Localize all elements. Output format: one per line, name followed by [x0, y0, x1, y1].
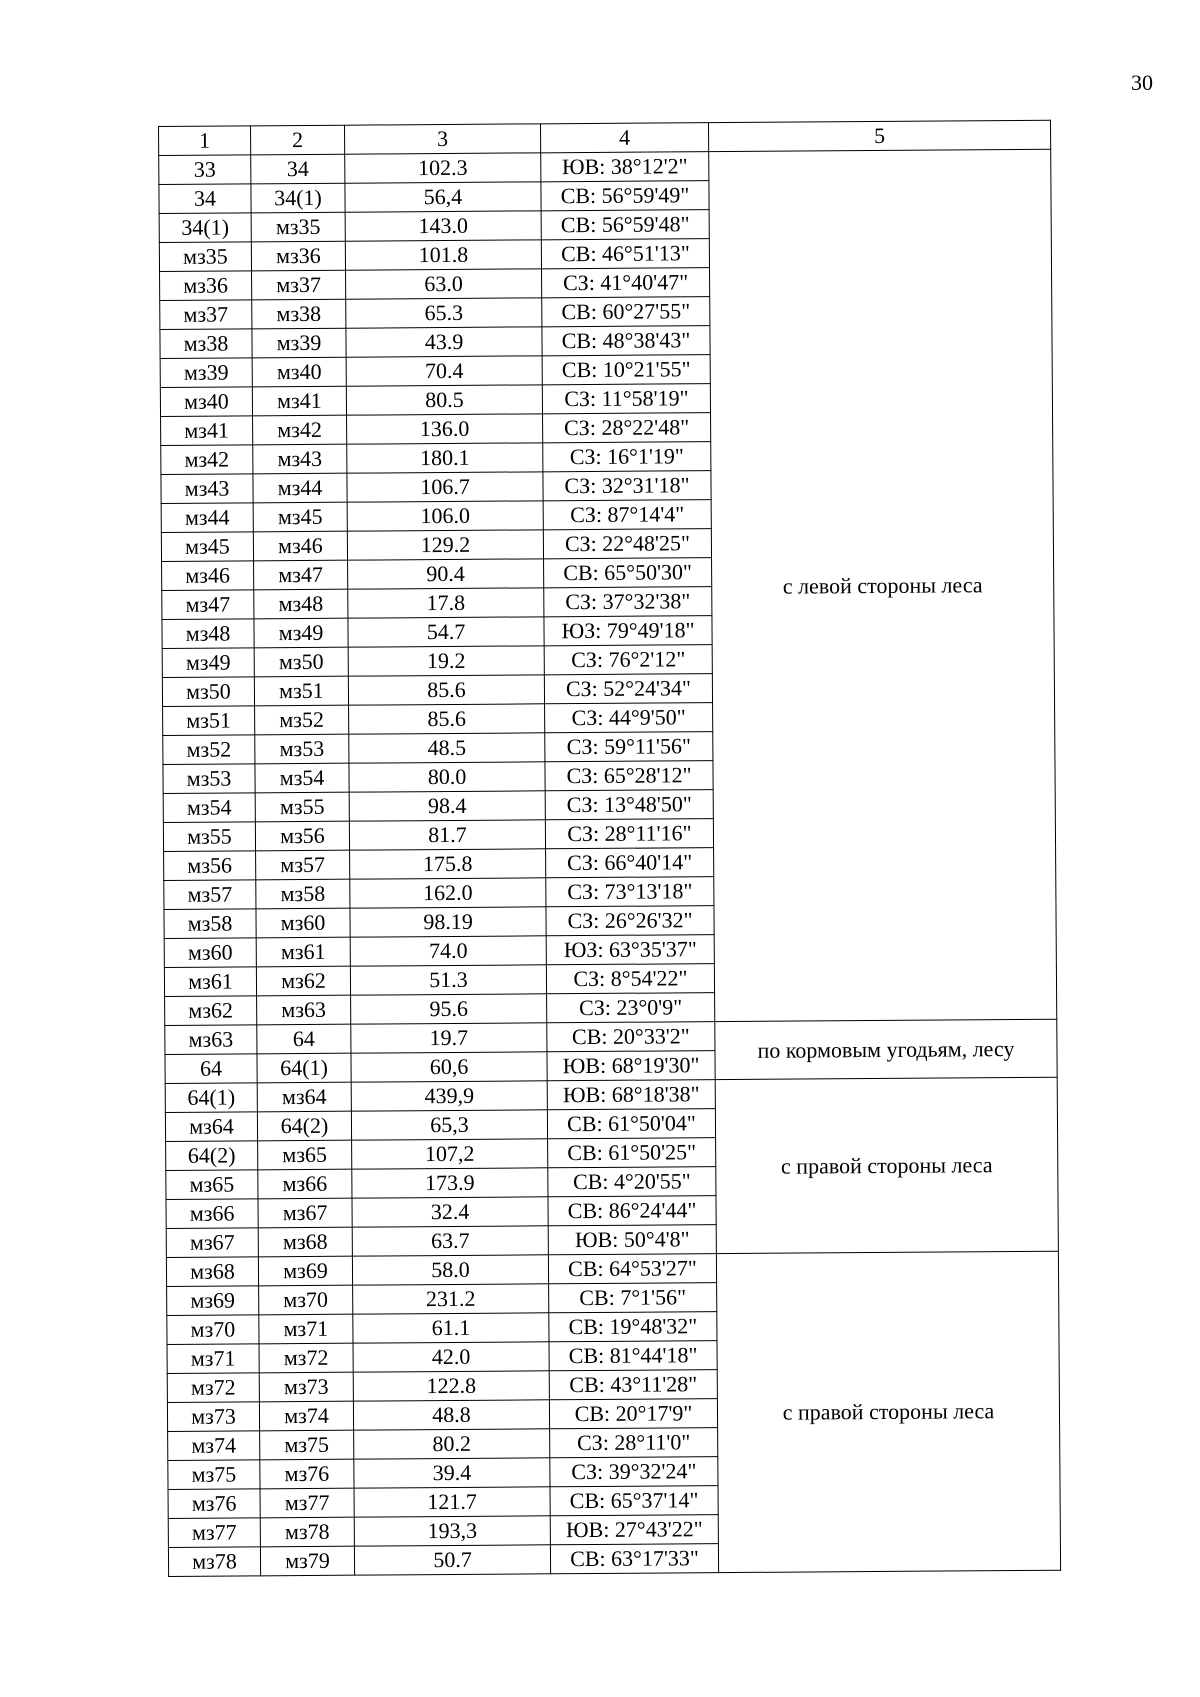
to-point-cell: мз65 — [258, 1140, 352, 1170]
from-point-cell: мз74 — [168, 1431, 260, 1461]
from-point-cell: мз49 — [162, 648, 254, 678]
length-cell: 65.3 — [346, 298, 542, 328]
to-point-cell: мз75 — [260, 1430, 354, 1460]
to-point-cell: мз79 — [260, 1546, 354, 1576]
length-cell: 98.19 — [350, 907, 546, 937]
to-point-cell: мз69 — [258, 1256, 352, 1286]
to-point-cell: мз58 — [256, 879, 350, 909]
from-point-cell: мз65 — [166, 1170, 258, 1200]
from-point-cell: мз77 — [168, 1518, 260, 1548]
bearing-cell: СЗ: 52°24'34" — [544, 674, 712, 704]
to-point-cell: мз62 — [256, 966, 350, 996]
length-cell: 81.7 — [349, 820, 545, 850]
to-point-cell: мз50 — [254, 647, 348, 677]
bearing-cell: СЗ: 65°28'12" — [545, 761, 713, 791]
boundary-table — [158, 120, 1061, 1577]
to-point-cell: мз63 — [257, 995, 351, 1025]
length-cell: 58.0 — [352, 1255, 548, 1285]
from-point-cell: мз66 — [166, 1199, 258, 1229]
to-point-cell: мз76 — [260, 1459, 354, 1489]
length-cell: 39.4 — [354, 1458, 550, 1488]
bearing-cell: ЮЗ: 79°49'18" — [544, 616, 712, 646]
bearing-cell: СВ: 65°37'14" — [550, 1486, 718, 1516]
from-point-cell: мз35 — [159, 242, 251, 272]
to-point-cell: мз35 — [251, 212, 345, 242]
from-point-cell: мз36 — [160, 271, 252, 301]
length-cell: 85.6 — [349, 704, 545, 734]
to-point-cell: мз47 — [254, 560, 348, 590]
from-point-cell: мз50 — [162, 677, 254, 707]
length-cell: 129.2 — [347, 530, 543, 560]
to-point-cell: мз54 — [255, 763, 349, 793]
length-cell: 439,9 — [351, 1081, 547, 1111]
from-point-cell: мз72 — [167, 1373, 259, 1403]
page-number: 30 — [1131, 70, 1153, 95]
from-point-cell: мз69 — [167, 1286, 259, 1316]
from-point-cell: 33 — [159, 155, 251, 185]
header-cell: 3 — [344, 124, 540, 154]
to-point-cell: мз57 — [256, 850, 350, 880]
bearing-cell: СВ: 19°48'32" — [549, 1312, 717, 1342]
from-point-cell: мз47 — [162, 590, 254, 620]
from-point-cell: мз63 — [165, 1025, 257, 1055]
length-cell: 90.4 — [348, 559, 544, 589]
bearing-cell: СЗ: 28°11'16" — [545, 819, 713, 849]
to-point-cell: мз68 — [258, 1227, 352, 1257]
length-cell: 121.7 — [354, 1487, 550, 1517]
bearing-cell: СЗ: 22°48'25" — [543, 529, 711, 559]
from-point-cell: мз46 — [162, 561, 254, 591]
length-cell: 80.0 — [349, 762, 545, 792]
from-point-cell: мз60 — [164, 938, 256, 968]
to-point-cell: мз46 — [253, 531, 347, 561]
bearing-cell: СЗ: 37°32'38" — [544, 587, 712, 617]
boundary-description-cell: по кормовым угодьям, лесу — [715, 1019, 1057, 1079]
from-point-cell: мз64 — [165, 1112, 257, 1142]
table-row — [165, 1019, 1057, 1054]
length-cell: 63.0 — [346, 269, 542, 299]
length-cell: 51.3 — [350, 965, 546, 995]
to-point-cell: мз70 — [259, 1285, 353, 1315]
to-point-cell: мз66 — [258, 1169, 352, 1199]
length-cell: 107,2 — [352, 1139, 548, 1169]
from-point-cell: 34 — [159, 184, 251, 214]
bearing-cell: СЗ: 26°26'32" — [546, 906, 714, 936]
bearing-cell: СВ: 4°20'55" — [548, 1167, 716, 1197]
length-cell: 193,3 — [354, 1516, 550, 1546]
length-cell: 231.2 — [353, 1284, 549, 1314]
to-point-cell: мз36 — [251, 241, 345, 271]
bearing-cell: СВ: 86°24'44" — [548, 1196, 716, 1226]
from-point-cell: мз73 — [167, 1402, 259, 1432]
bearing-cell: СВ: 81°44'18" — [549, 1341, 717, 1371]
length-cell: 80.2 — [354, 1429, 550, 1459]
boundary-description-cell: с левой стороны леса — [709, 149, 1057, 1021]
length-cell: 102.3 — [345, 153, 541, 183]
from-point-cell: мз71 — [167, 1344, 259, 1374]
bearing-cell: СЗ: 59°11'56" — [545, 732, 713, 762]
length-cell: 48.5 — [349, 733, 545, 763]
to-point-cell: мз64 — [257, 1082, 351, 1112]
table-row — [159, 149, 1051, 184]
from-point-cell: мз62 — [165, 996, 257, 1026]
to-point-cell: мз39 — [252, 328, 346, 358]
from-point-cell: мз76 — [168, 1489, 260, 1519]
to-point-cell: 64(2) — [257, 1111, 351, 1141]
header-cell: 2 — [251, 125, 345, 155]
from-point-cell: мз61 — [164, 967, 256, 997]
from-point-cell: 64 — [165, 1054, 257, 1084]
to-point-cell: мз71 — [259, 1314, 353, 1344]
length-cell: 60,6 — [351, 1052, 547, 1082]
from-point-cell: мз54 — [163, 793, 255, 823]
from-point-cell: мз43 — [161, 474, 253, 504]
header-cell: 4 — [540, 123, 708, 153]
from-point-cell: 64(2) — [166, 1141, 258, 1171]
from-point-cell: мз45 — [161, 532, 253, 562]
bearing-cell: СЗ: 11°58'19" — [542, 384, 710, 414]
length-cell: 19.7 — [351, 1023, 547, 1053]
from-point-cell: мз78 — [168, 1547, 260, 1577]
from-point-cell: мз48 — [162, 619, 254, 649]
length-cell: 42.0 — [353, 1342, 549, 1372]
from-point-cell: мз70 — [167, 1315, 259, 1345]
length-cell: 143.0 — [345, 211, 541, 241]
to-point-cell: мз74 — [259, 1401, 353, 1431]
bearing-cell: ЮВ: 38°12'2" — [541, 152, 709, 182]
from-point-cell: мз75 — [168, 1460, 260, 1490]
length-cell: 50.7 — [354, 1545, 550, 1575]
length-cell: 95.6 — [351, 994, 547, 1024]
length-cell: 98.4 — [349, 791, 545, 821]
bearing-cell: СВ: 7°1'56" — [549, 1283, 717, 1313]
length-cell: 63.7 — [352, 1226, 548, 1256]
boundary-description-cell: с правой стороны леса — [715, 1077, 1058, 1253]
bearing-cell: СВ: 56°59'49" — [541, 181, 709, 211]
length-cell: 175.8 — [350, 849, 546, 879]
bearing-cell: СЗ: 23°0'9" — [547, 993, 715, 1023]
bearing-cell: СВ: 20°33'2" — [547, 1022, 715, 1052]
from-point-cell: мз57 — [164, 880, 256, 910]
to-point-cell: 34(1) — [251, 183, 345, 213]
to-point-cell: мз53 — [255, 734, 349, 764]
from-point-cell: мз51 — [163, 706, 255, 736]
from-point-cell: мз68 — [166, 1257, 258, 1287]
from-point-cell: мз40 — [160, 387, 252, 417]
to-point-cell: мз72 — [259, 1343, 353, 1373]
header-cell: 5 — [708, 120, 1050, 151]
to-point-cell: мз73 — [259, 1372, 353, 1402]
bearing-cell: ЮВ: 50°4'8" — [548, 1225, 716, 1255]
to-point-cell: мз78 — [260, 1517, 354, 1547]
to-point-cell: 34 — [251, 154, 345, 184]
bearing-cell: СЗ: 73°13'18" — [546, 877, 714, 907]
from-point-cell: мз37 — [160, 300, 252, 330]
bearing-cell: СЗ: 8°54'22" — [546, 964, 714, 994]
to-point-cell: мз44 — [253, 473, 347, 503]
length-cell: 32.4 — [352, 1197, 548, 1227]
bearing-cell: СЗ: 39°32'24" — [550, 1457, 718, 1487]
from-point-cell: мз42 — [161, 445, 253, 475]
bearing-cell: СЗ: 32°31'18" — [543, 471, 711, 501]
from-point-cell: мз56 — [164, 851, 256, 881]
from-point-cell: мз55 — [163, 822, 255, 852]
from-point-cell: мз39 — [160, 358, 252, 388]
bearing-cell: СВ: 43°11'28" — [549, 1370, 717, 1400]
bearing-cell: СЗ: 28°11'0" — [550, 1428, 718, 1458]
header-cell: 1 — [159, 126, 251, 156]
from-point-cell: мз44 — [161, 503, 253, 533]
to-point-cell: мз45 — [253, 502, 347, 532]
bearing-cell: СВ: 65°50'30" — [544, 558, 712, 588]
from-point-cell: 34(1) — [159, 213, 251, 243]
bearing-cell: СЗ: 41°40'47" — [542, 268, 710, 298]
to-point-cell: мз55 — [255, 792, 349, 822]
bearing-cell: СЗ: 28°22'48" — [543, 413, 711, 443]
to-point-cell: 64 — [257, 1024, 351, 1054]
bearing-cell: СЗ: 76°2'12" — [544, 645, 712, 675]
bearing-cell: СВ: 63°17'33" — [550, 1544, 718, 1574]
bearing-cell: СВ: 10°21'55" — [542, 355, 710, 385]
bearing-cell: СВ: 48°38'43" — [542, 326, 710, 356]
length-cell: 54.7 — [348, 617, 544, 647]
length-cell: 85.6 — [348, 675, 544, 705]
length-cell: 56,4 — [345, 182, 541, 212]
length-cell: 43.9 — [346, 327, 542, 357]
bearing-cell: СЗ: 16°1'19" — [543, 442, 711, 472]
bearing-cell: СЗ: 44°9'50" — [545, 703, 713, 733]
from-point-cell: мз58 — [164, 909, 256, 939]
bearing-cell: СВ: 60°27'55" — [542, 297, 710, 327]
boundary-description-cell: с правой стороны леса — [716, 1251, 1060, 1572]
length-cell: 61.1 — [353, 1313, 549, 1343]
length-cell: 19.2 — [348, 646, 544, 676]
length-cell: 122.8 — [353, 1371, 549, 1401]
length-cell: 106.0 — [347, 501, 543, 531]
length-cell: 101.8 — [345, 240, 541, 270]
bearing-cell: ЮВ: 68°19'30" — [547, 1051, 715, 1081]
length-cell: 65,3 — [351, 1110, 547, 1140]
from-point-cell: мз67 — [166, 1228, 258, 1258]
length-cell: 70.4 — [346, 356, 542, 386]
to-point-cell: мз41 — [252, 386, 346, 416]
length-cell: 173.9 — [352, 1168, 548, 1198]
to-point-cell: мз48 — [254, 589, 348, 619]
to-point-cell: 64(1) — [257, 1053, 351, 1083]
to-point-cell: мз37 — [252, 270, 346, 300]
length-cell: 162.0 — [350, 878, 546, 908]
table-row — [166, 1251, 1058, 1286]
bearing-cell: ЮВ: 68°18'38" — [547, 1080, 715, 1110]
bearing-cell: ЮЗ: 63°35'37" — [546, 935, 714, 965]
from-point-cell: 64(1) — [165, 1083, 257, 1113]
bearing-cell: СВ: 46°51'13" — [541, 239, 709, 269]
bearing-cell: СЗ: 66°40'14" — [546, 848, 714, 878]
to-point-cell: мз61 — [256, 937, 350, 967]
to-point-cell: мз49 — [254, 618, 348, 648]
to-point-cell: мз38 — [252, 299, 346, 329]
from-point-cell: мз53 — [163, 764, 255, 794]
to-point-cell: мз77 — [260, 1488, 354, 1518]
bearing-cell: СВ: 61°50'04" — [547, 1109, 715, 1139]
to-point-cell: мз52 — [255, 705, 349, 735]
length-cell: 180.1 — [347, 443, 543, 473]
bearing-cell: СВ: 64°53'27" — [548, 1254, 716, 1284]
to-point-cell: мз40 — [252, 357, 346, 387]
length-cell: 106.7 — [347, 472, 543, 502]
to-point-cell: мз51 — [254, 676, 348, 706]
from-point-cell: мз52 — [163, 735, 255, 765]
bearing-cell: СВ: 61°50'25" — [548, 1138, 716, 1168]
from-point-cell: мз38 — [160, 329, 252, 359]
length-cell: 48.8 — [353, 1400, 549, 1430]
from-point-cell: мз41 — [161, 416, 253, 446]
bearing-cell: СВ: 56°59'48" — [541, 210, 709, 240]
length-cell: 74.0 — [350, 936, 546, 966]
length-cell: 136.0 — [347, 414, 543, 444]
length-cell: 17.8 — [348, 588, 544, 618]
length-cell: 80.5 — [346, 385, 542, 415]
to-point-cell: мз42 — [253, 415, 347, 445]
to-point-cell: мз43 — [253, 444, 347, 474]
bearing-cell: СЗ: 87°14'4" — [543, 500, 711, 530]
to-point-cell: мз67 — [258, 1198, 352, 1228]
to-point-cell: мз60 — [256, 908, 350, 938]
bearing-cell: ЮВ: 27°43'22" — [550, 1515, 718, 1545]
to-point-cell: мз56 — [255, 821, 349, 851]
table-row — [165, 1077, 1057, 1112]
bearing-cell: СВ: 20°17'9" — [549, 1399, 717, 1429]
bearing-cell: СЗ: 13°48'50" — [545, 790, 713, 820]
